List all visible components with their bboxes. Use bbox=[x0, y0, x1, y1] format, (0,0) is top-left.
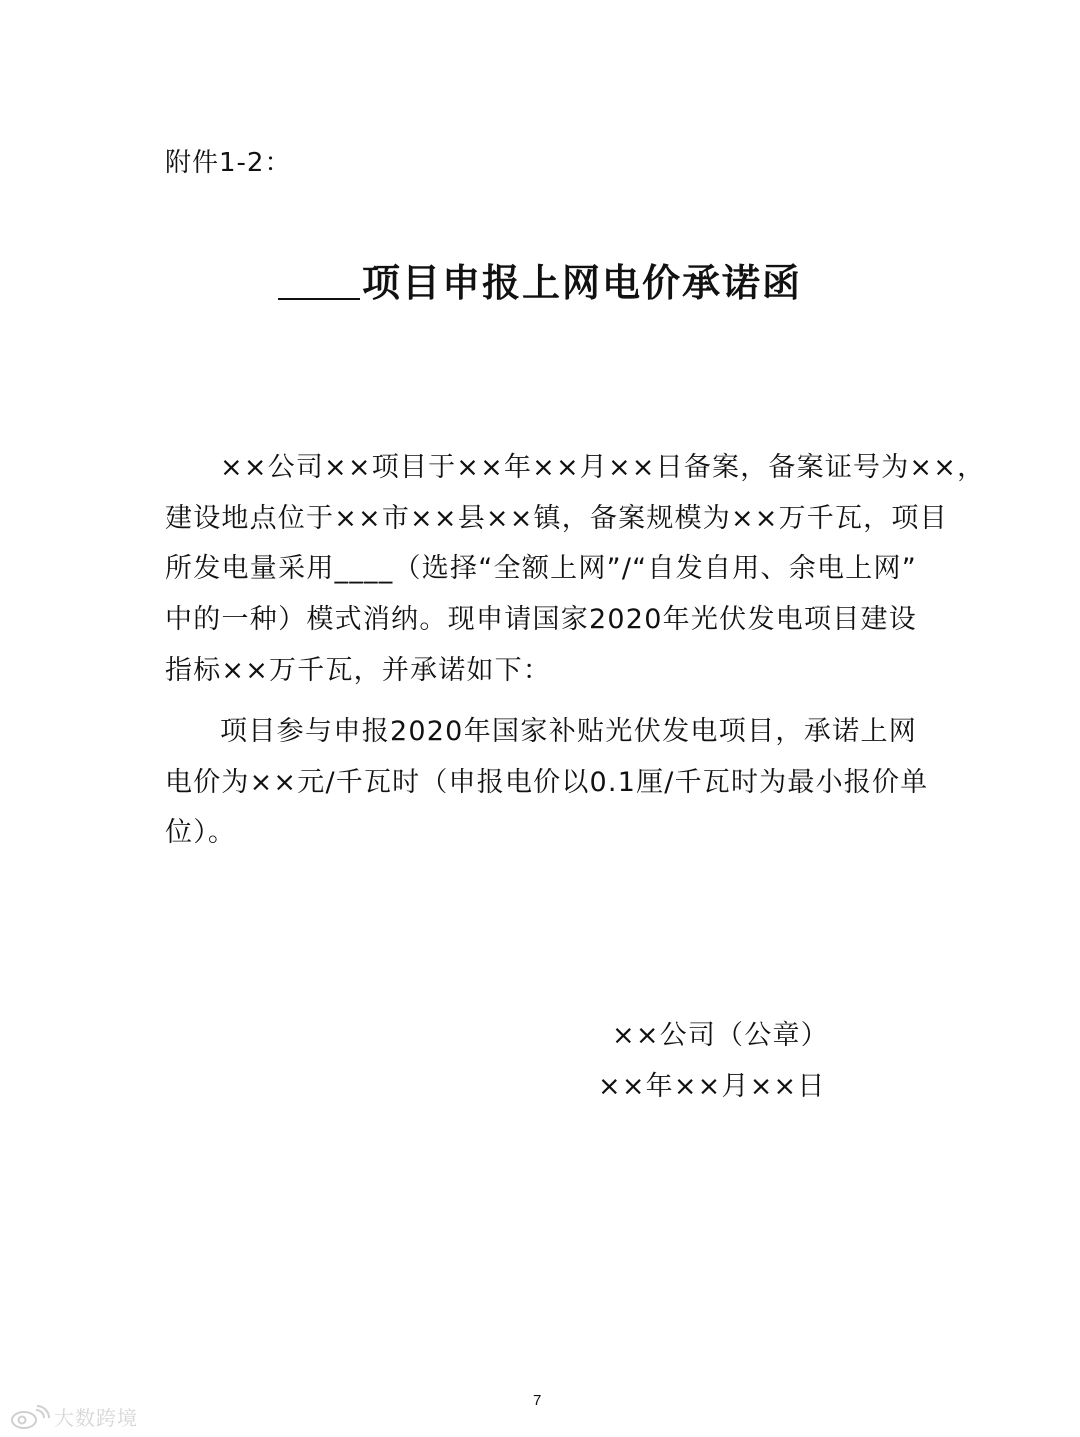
body-line-7: 电价为××元/千瓦时（申报电价以0.1厘/千瓦时为最小报价单 bbox=[165, 767, 929, 798]
title-text: 项目申报上网电价承诺函 bbox=[362, 261, 803, 305]
watermark-text: 大数跨境 bbox=[54, 1406, 138, 1430]
body-line-1: ××公司××项目于××年××月××日备案，备案证号为××， bbox=[220, 452, 986, 483]
body-line-5: 指标××万千瓦，并承诺如下： bbox=[165, 655, 552, 686]
title-blank-underline bbox=[278, 258, 360, 300]
body-line-4: 中的一种）模式消纳。现申请国家2020年光伏发电项目建设 bbox=[165, 604, 917, 635]
body-line-3: 所发电量采用____（选择“全额上网”/“自发自用、余电上网” bbox=[165, 553, 917, 584]
weibo-logo-icon bbox=[10, 1404, 50, 1430]
signature-date: ××年××月××日 bbox=[598, 1071, 826, 1102]
page-number: 7 bbox=[533, 1392, 542, 1409]
attachment-label: 附件1-2： bbox=[165, 148, 292, 178]
signature-company: ××公司（公章） bbox=[612, 1020, 829, 1051]
body-line-8: 位）。 bbox=[165, 817, 237, 848]
body-line-6: 项目参与申报2020年国家补贴光伏发电项目，承诺上网 bbox=[220, 716, 917, 747]
document-title bbox=[278, 252, 838, 307]
watermark bbox=[10, 1402, 138, 1431]
body-line-2: 建设地点位于××市××县××镇，备案规模为××万千瓦，项目 bbox=[165, 503, 948, 534]
